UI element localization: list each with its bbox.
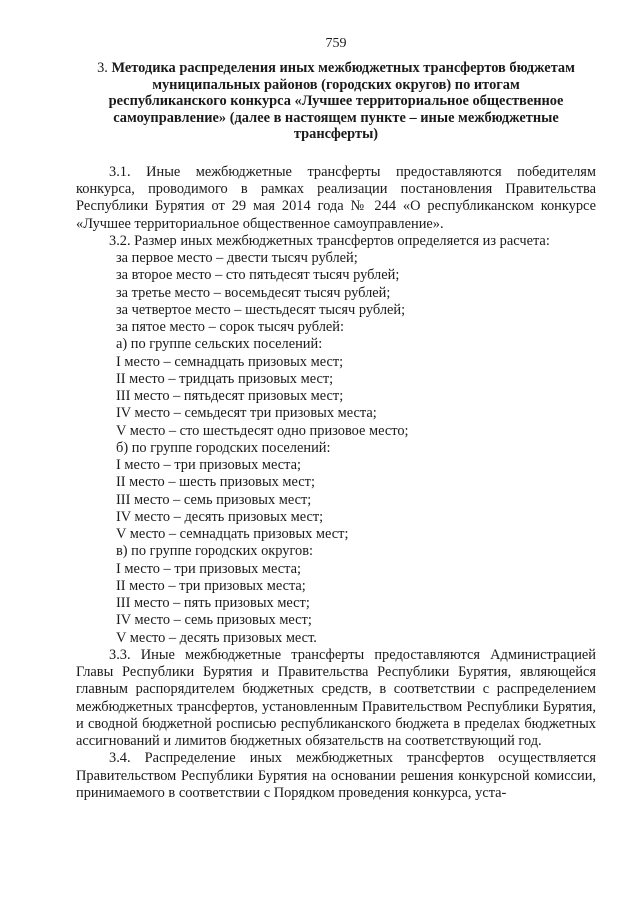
group-a-item: IV место – семьдесят три призовых места; [116, 405, 377, 422]
group-a-item: III место – пятьдесят призовых мест; [116, 388, 344, 405]
group-b-item: III место – семь призовых мест; [116, 491, 312, 508]
paragraph-3-1: 3.1. Иные межбюджетные трансферты предоставляются победителям конкурса, проводимого в рамках реализации постановления Правительства Республики Бурятия от 29 мая 2014 года № 244 «О республиканском конкурсе «Лучшее территориальное общественное самоуправление». [76, 163, 596, 232]
group-c-item: II место – три призовых места; [116, 577, 306, 594]
group-c-item: V место – десять призовых мест. [116, 629, 317, 646]
paragraph-3-4: 3.4. Распределение иных межбюджетных трансфертов осуществляется Правительством Республики Бурятия на основании решения конкурсной комиссии, принимаемого в соответствии с Порядком проведения конкурса, уста- [76, 750, 596, 801]
group-a-title: а) по группе сельских поселений: [116, 336, 323, 353]
document-body [76, 164, 596, 802]
group-c-item: IV место – семь призовых мест; [116, 612, 312, 629]
group-b-item: I место – три призовых места; [116, 457, 302, 474]
section-title: Методика распределения иных межбюджетных трансфертов бюджетам муниципальных районов (городских округов) по итогам республиканского конкурса «Лучшее территориальное общественное самоуправление» (далее в настоящем пункте – иные межбюджетные трансферты) [108, 60, 575, 143]
paragraph-3-3: 3.3. Иные межбюджетные трансферты предоставляются Администрацией Главы Республики Бурятия и Правительства Республики Бурятия, являющейся главным распорядителем бюджетных средств, в соответствии с распределением межбюджетных трансфертов, установленным Правительством Республики Бурятия, и сводной бюджетной росписью республиканского бюджета в пределах бюджетных ассигнований и лимитов бюджетных обязательств на соответствующий год. [76, 646, 596, 750]
prize-amount-line: за пятое место – сорок тысяч рублей: [116, 319, 344, 336]
prize-amount-line: за четвертое место – шестьдесят тысяч рублей; [116, 301, 406, 318]
group-b-title: б) по группе городских поселений: [116, 439, 331, 456]
document-page [76, 36, 596, 802]
section-heading [96, 60, 576, 143]
group-c-item: III место – пять призовых мест; [116, 595, 310, 612]
group-b-item: V место – семнадцать призовых мест; [116, 526, 349, 543]
prize-amount-line: за второе место – сто пятьдесят тысяч рублей; [116, 267, 400, 284]
group-a-item: II место – тридцать призовых мест; [116, 370, 334, 387]
group-c-title: в) по группе городских округов: [116, 543, 313, 560]
group-b-item: II место – шесть призовых мест; [116, 474, 315, 491]
group-b-item: IV место – десять призовых мест; [116, 508, 324, 525]
section-number: 3. [97, 60, 108, 76]
group-a-item: V место – сто шестьдесят одно призовое место; [116, 422, 409, 439]
group-c-item: I место – три призовых места; [116, 560, 302, 577]
prize-amount-line: за первое место – двести тысяч рублей; [116, 250, 358, 267]
prize-amount-line: за третье место – восемьдесят тысяч рублей; [116, 284, 391, 301]
paragraph-3-2: 3.2. Размер иных межбюджетных трансфертов определяется из расчета: [109, 232, 550, 249]
page-number: 759 [325, 36, 347, 51]
group-a-item: I место – семнадцать призовых мест; [116, 353, 344, 370]
